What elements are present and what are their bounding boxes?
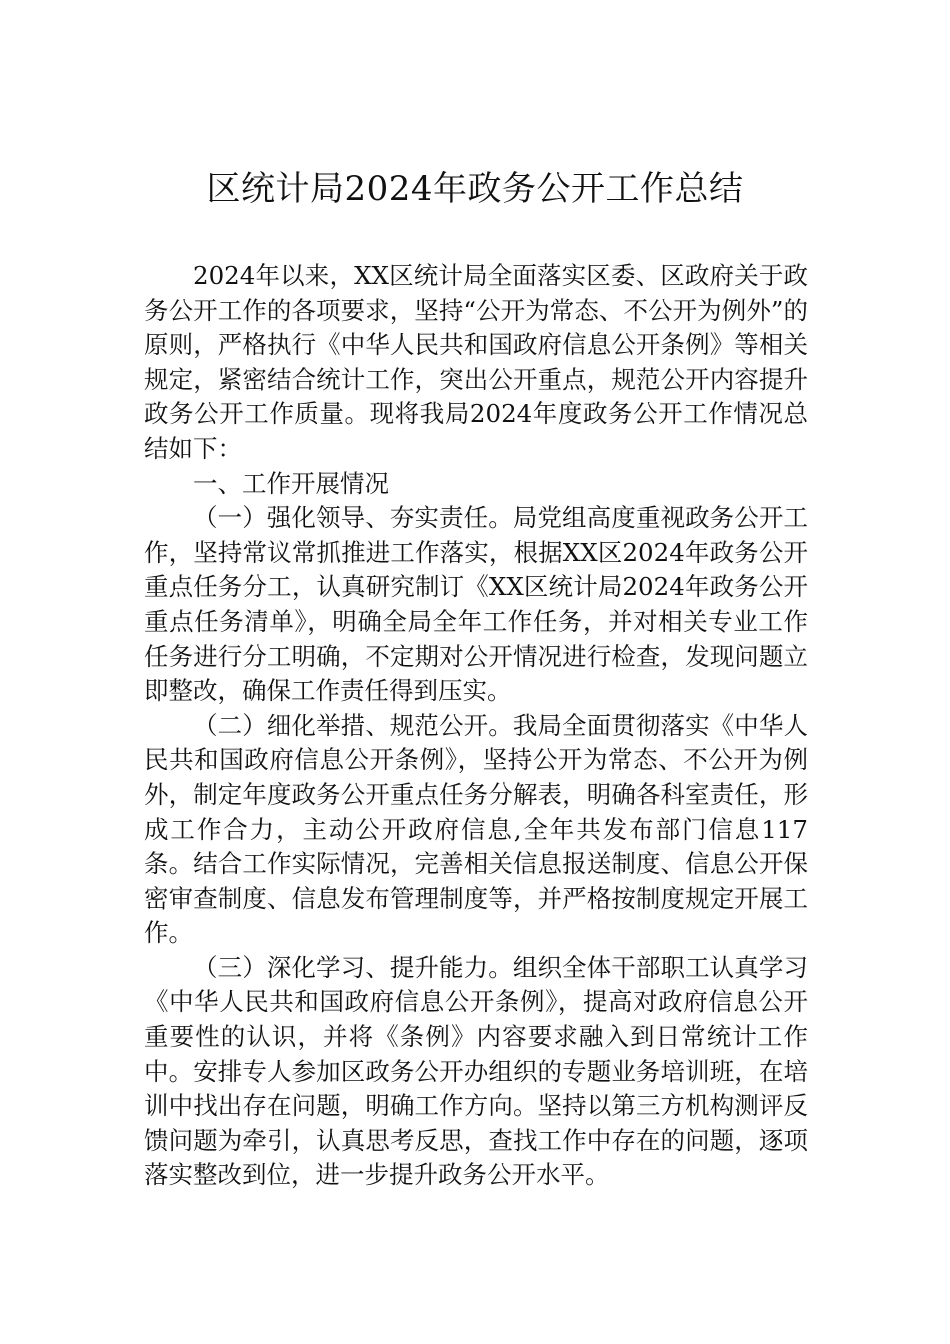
paragraph-item-3: （三）深化学习、提升能力。组织全体干部职工认真学习《中华人民共和国政府信息公开条例》，提高对政府信息公开重要性的认识，并将《条例》内容要求融入到日常统计工作中。安排专人参加区政务公开办组织的专题业务培训班，在培训中找出存在问题，明确工作方向。坚持以第三方机构测评反馈问题为牵引，认真思考反思，查找工作中存在的问题，逐项落实整改到位，进一步提升政务公开水平。 [144,952,808,1190]
paragraph-item-2: （二）细化举措、规范公开。我局全面贯彻落实《中华人民共和国政府信息公开条例》，坚持公开为常态、不公开为例外，制定年度政务公开重点任务分解表，明确各科室责任，形成工作合力，主动公开政府信息,全年共发布部门信息117条。结合工作实际情况，完善相关信息报送制度、信息公开保密审查制度、信息发布管理制度等，并严格按制度规定开展工作。 [144,710,808,948]
intro-paragraph: 2024年以来，XX区统计局全面落实区委、区政府关于政务公开工作的各项要求，坚持“公开为常态、不公开为例外”的原则，严格执行《中华人民共和国政府信息公开条例》等相关规定，紧密结合统计工作，突出公开重点，规范公开内容提升政务公开工作质量。现将我局2024年度政务公开工作情况总结如下： [144,261,808,463]
section-heading: 一、工作开展情况 [193,468,389,498]
paragraph-item-1: （一）强化领导、夯实责任。局党组高度重视政务公开工作，坚持常议常抓推进工作落实，根据XX区2024年政务公开重点任务分工，认真研究制订《XX区统计局2024年政务公开重点任务清单》，明确全局全年工作任务，并对相关专业工作任务进行分工明确，不定期对公开情况进行检查，发现问题立即整改，确保工作责任得到压实。 [144,503,808,706]
document-body [144,259,808,1193]
document-title: 区统计局2024年政务公开工作总结 [206,169,744,209]
